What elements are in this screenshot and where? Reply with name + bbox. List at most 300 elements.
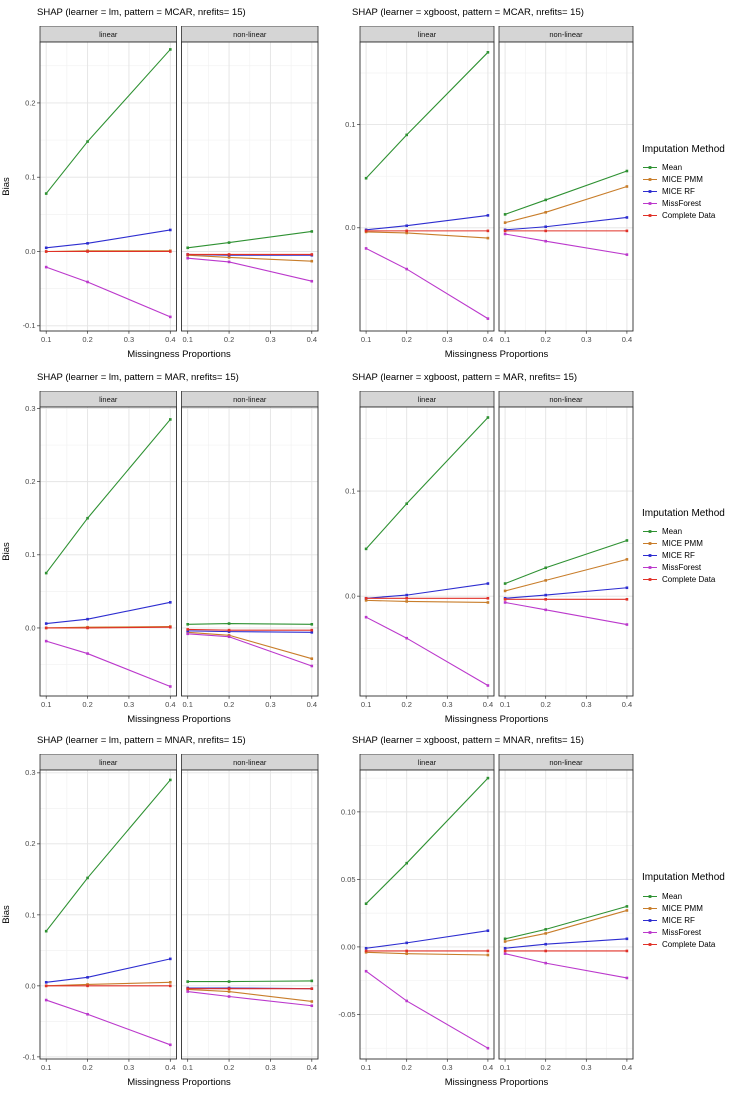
series-point-mean [487,51,490,54]
chart-title: SHAP (learner = xgboost, pattern = MCAR, nrefits= 15) [352,7,584,18]
series-point-mice-pmm [169,981,172,984]
x-tick-label: 0.1 [40,335,52,344]
y-tick-label: 0.1 [345,119,356,129]
series-point-mean [310,623,313,626]
y-tick-label: 0.00 [340,942,356,952]
legend-item-label: MissForest [662,199,702,208]
series-point-mice-pmm [310,260,313,263]
x-axis-title: Missingness Proportions [127,1077,231,1088]
series-point-mice-pmm [405,600,408,603]
series-point-complete-data [228,253,231,256]
series-point-mean [405,502,408,505]
series-point-mice-pmm [228,990,231,993]
x-tick-label: 0.3 [123,335,135,344]
series-point-missforest [310,1004,313,1007]
series-point-complete-data [544,950,547,953]
facet-strip-label: linear [417,758,437,767]
series-point-complete-data [487,230,490,233]
x-tick-label: 0.1 [499,335,511,344]
series-point-missforest [487,1047,490,1050]
series-point-complete-data [86,627,89,630]
chart-shap-learner-xgboost-pattern-mar-nrefits-15 [336,365,635,728]
series-point-mean [169,418,172,421]
y-tick-label: 0.1 [345,486,356,496]
series-point-mean [544,566,547,569]
x-tick-label: 0.4 [621,700,633,709]
x-axis-title: Missingness Proportions [127,714,231,725]
legend-item-complete-data [642,211,729,220]
series-point-mean [228,980,231,983]
legend-item-label: Complete Data [662,211,716,220]
series-point-missforest [544,962,547,965]
legend-item-mean [642,527,729,536]
facet-panel-linear [338,754,494,1072]
legend-item-label: Complete Data [662,939,716,949]
series-point-mice-pmm [504,221,507,224]
series-point-missforest [626,253,629,256]
y-tick-label: 0.3 [25,768,36,778]
legend-item-label: MICE PMM [662,539,703,548]
legend-item-missforest [642,928,729,937]
series-point-complete-data [504,598,507,601]
x-tick-label: 0.3 [123,1063,135,1072]
series-point-complete-data [45,985,48,988]
x-tick-label: 0.2 [223,700,235,709]
x-tick-label: 0.2 [540,335,551,344]
series-point-complete-data [487,950,490,953]
series-point-missforest [405,637,408,640]
series-point-complete-data [45,250,48,253]
y-axis-title: Bias [1,905,12,924]
series-point-mean [544,928,547,931]
series-point-mean [186,980,189,983]
series-point-missforest [544,609,547,612]
legend-key-missforest-icon [642,563,658,572]
series-point-complete-data [228,987,231,990]
series-point-mice-pmm [228,256,231,259]
chart-shap-learner-xgboost-pattern-mcar-nrefits-15 [336,0,635,365]
series-point-mean [487,777,490,780]
series-point-mice-rf [487,929,490,932]
series-point-mean [405,862,408,865]
series-point-mice-rf [86,976,89,979]
x-tick-label: 0.3 [265,335,276,344]
legend-item-label: MICE PMM [662,175,703,184]
facet-panel-linear [345,391,494,709]
series-point-complete-data [504,230,507,233]
y-tick-label: -0.1 [22,321,36,331]
chart-canvas [336,391,635,729]
x-tick-label: 0.3 [123,700,135,709]
series-point-missforest [405,268,408,271]
series-point-complete-data [169,626,172,629]
facet-panel-non-linear [182,754,319,1072]
series-point-mice-rf [405,594,408,597]
legend-key-mean-icon [642,527,658,536]
x-tick-label: 0.2 [223,1063,235,1072]
y-tick-label: 0.05 [340,874,356,884]
x-tick-label: 0.3 [442,1063,453,1072]
y-tick-label: 0.0 [345,223,356,233]
series-point-mean [228,241,231,244]
legend-item-complete-data [642,940,729,949]
series-point-mean [169,48,172,51]
series-point-mean [86,140,89,143]
series-point-mice-rf [365,947,368,950]
legend-item-mice-pmm [642,175,729,184]
series-point-complete-data [544,598,547,601]
legend-key-mice-pmm-icon [642,539,658,548]
series-point-complete-data [186,987,189,990]
legend-item-mean [642,892,729,901]
legend-key-mean-icon [642,163,658,172]
x-tick-label: 0.4 [621,335,633,344]
series-point-missforest [228,261,231,264]
series-point-mean [487,416,490,419]
series-point-complete-data [487,597,490,600]
series-point-missforest [169,685,172,688]
x-tick-label: 0.3 [581,335,592,344]
series-point-mice-pmm [504,590,507,593]
x-tick-label: 0.4 [621,1063,633,1072]
x-tick-label: 0.3 [265,1063,276,1072]
facet-strip-label: non-linear [233,30,267,39]
series-point-complete-data [186,628,189,631]
series-point-mice-rf [169,229,172,232]
series-point-complete-data [86,985,89,988]
y-tick-label: 0.0 [25,981,36,991]
series-point-mean [504,582,507,585]
legend-item-mice-pmm [642,904,729,913]
x-tick-label: 0.3 [581,1063,592,1072]
legend-key-complete-data-icon [642,940,658,949]
series-point-mice-rf [45,246,48,249]
y-tick-label: 0.1 [25,550,36,560]
series-point-mice-pmm [487,237,490,240]
legend-key-complete-data-icon [642,575,658,584]
series-point-missforest [365,247,368,250]
series-point-complete-data [169,985,172,988]
x-tick-label: 0.4 [306,700,318,709]
facet-strip-label: non-linear [549,758,583,767]
chart-shap-learner-xgboost-pattern-mnar-nrefits-15 [336,728,635,1094]
series-point-missforest [186,257,189,260]
x-tick-label: 0.2 [401,1063,412,1072]
y-tick-label: 0.0 [25,246,36,256]
series-point-missforest [228,635,231,638]
y-tick-label: 0.2 [25,477,36,487]
series-point-mean [626,539,629,542]
series-point-mice-rf [45,981,48,984]
x-tick-label: 0.1 [360,700,372,709]
legend-item-label: MICE RF [662,551,695,560]
facet-strip-label: non-linear [549,395,583,404]
series-point-mice-pmm [626,909,629,912]
series-point-mice-pmm [544,579,547,582]
series-point-mice-rf [45,622,48,625]
series-point-mean [365,177,368,180]
legend-item-label: MICE PMM [662,903,703,913]
series-point-mice-pmm [626,558,629,561]
x-tick-label: 0.4 [482,1063,494,1072]
series-point-missforest [228,995,231,998]
series-point-missforest [45,266,48,269]
x-tick-label: 0.1 [40,700,52,709]
legend-item-label: MissForest [662,563,702,572]
facet-strip-label: non-linear [549,30,583,39]
chart-canvas [0,391,336,729]
series-point-missforest [504,233,507,236]
facet-panel-linear [25,391,176,709]
series-point-mean [310,980,313,983]
series-point-mean [405,134,408,137]
series-point-complete-data [626,598,629,601]
series-point-missforest [487,317,490,320]
series-point-mice-rf [405,942,408,945]
series-point-mice-rf [544,943,547,946]
facet-panel-non-linear [182,391,319,709]
series-point-mice-rf [544,594,547,597]
chart-shap-learner-lm-pattern-mnar-nrefits-15 [0,728,336,1094]
series-point-complete-data [544,230,547,233]
legend [635,0,729,365]
series-point-mean [228,622,231,625]
series-point-mean [45,192,48,195]
series-point-mice-rf [169,958,172,961]
series-point-mice-pmm [544,211,547,214]
x-tick-label: 0.4 [165,700,176,709]
x-tick-label: 0.1 [360,1063,372,1072]
x-tick-label: 0.1 [40,1063,52,1072]
series-point-mean [504,938,507,941]
series-point-complete-data [626,950,629,953]
series-point-mice-rf [626,938,629,941]
legend-item-missforest [642,199,729,208]
chart-title: SHAP (learner = lm, pattern = MNAR, nrefits= 15) [37,735,246,746]
series-point-missforest [186,990,189,993]
chart-canvas [336,754,635,1092]
y-tick-label: 0.1 [25,172,36,182]
legend-item-missforest [642,563,729,572]
x-tick-label: 0.3 [581,700,592,709]
x-tick-label: 0.1 [182,700,193,709]
series-point-mean [626,170,629,173]
x-tick-label: 0.1 [182,335,193,344]
series-point-mice-pmm [626,185,629,188]
chart-title: SHAP (learner = lm, pattern = MAR, nrefits= 15) [37,372,239,383]
series-point-missforest [169,316,172,319]
x-tick-label: 0.2 [82,335,93,344]
x-tick-label: 0.4 [165,1063,176,1072]
series-point-complete-data [310,987,313,990]
series-point-mice-rf [487,582,490,585]
series-point-complete-data [310,253,313,256]
series-point-complete-data [186,253,189,256]
legend-key-mice-pmm-icon [642,904,658,913]
series-line-mean [188,624,312,625]
series-point-missforest [405,1000,408,1003]
series-point-mice-pmm [405,952,408,955]
series-point-mean [86,877,89,880]
x-tick-label: 0.2 [223,335,235,344]
legend-title: Imputation Method [642,872,725,883]
y-axis-title: Bias [1,542,12,561]
series-point-mice-rf [544,225,547,228]
series-point-complete-data [45,627,48,630]
facet-panel-linear [23,754,177,1072]
figure-row-2 [0,728,729,1094]
legend-item-label: Mean [662,163,683,172]
series-point-mice-pmm [310,657,313,660]
series-point-missforest [86,652,89,655]
chart-title: SHAP (learner = lm, pattern = MCAR, nrefits= 15) [37,7,246,18]
series-point-mean [504,213,507,216]
legend-item-label: Mean [662,891,683,901]
legend [635,365,729,728]
series-point-mice-pmm [487,954,490,957]
series-point-mice-rf [86,242,89,245]
chart-canvas [336,26,635,364]
series-point-missforest [169,1043,172,1046]
series-point-mice-rf [504,947,507,950]
series-point-missforest [45,999,48,1002]
x-tick-label: 0.1 [499,1063,511,1072]
series-point-missforest [626,977,629,980]
legend-item-label: Complete Data [662,575,716,584]
series-point-complete-data [169,250,172,253]
series-point-mice-rf [86,618,89,621]
series-point-missforest [45,640,48,643]
legend-item-label: MICE RF [662,915,695,925]
facet-panel-non-linear [499,26,633,344]
x-tick-label: 0.2 [401,335,412,344]
x-tick-label: 0.4 [306,1063,318,1072]
series-point-complete-data [626,230,629,233]
series-point-complete-data [365,230,368,233]
chart-shap-learner-lm-pattern-mcar-nrefits-15 [0,0,336,365]
series-point-mice-rf [626,216,629,219]
legend-key-complete-data-icon [642,211,658,220]
facet-panel-linear [23,26,177,344]
legend-item-label: Mean [662,527,683,536]
x-axis-title: Missingness Proportions [444,1077,549,1088]
legend-key-mice-rf-icon [642,551,658,560]
series-point-mean [310,230,313,233]
x-axis-title: Missingness Proportions [127,349,231,360]
figure-row-0 [0,0,729,365]
x-tick-label: 0.2 [540,700,551,709]
legend-item-mice-rf [642,187,729,196]
series-point-complete-data [228,629,231,632]
series-point-mice-rf [405,224,408,227]
legend [635,728,729,1094]
series-point-missforest [365,970,368,973]
series-point-mice-pmm [310,1000,313,1003]
x-tick-label: 0.1 [499,700,511,709]
x-tick-label: 0.4 [306,335,318,344]
series-point-mean [45,572,48,575]
series-point-missforest [186,633,189,636]
x-tick-label: 0.1 [182,1063,193,1072]
y-tick-label: -0.05 [338,1009,356,1019]
legend-item-complete-data [642,575,729,584]
legend-item-label: MissForest [662,927,702,937]
y-tick-label: 0.1 [25,910,36,920]
series-point-mice-rf [169,601,172,604]
y-tick-label: -0.1 [22,1052,36,1062]
legend-item-label: MICE RF [662,187,695,196]
series-point-complete-data [405,230,408,233]
x-tick-label: 0.3 [442,700,453,709]
series-point-mean [186,246,189,249]
facet-strip-label: linear [417,30,437,39]
series-point-complete-data [405,597,408,600]
legend-item-mice-rf [642,551,729,560]
x-tick-label: 0.2 [82,1063,93,1072]
series-point-mice-pmm [544,932,547,935]
x-tick-label: 0.4 [482,700,494,709]
series-point-missforest [310,665,313,668]
chart-title: SHAP (learner = xgboost, pattern = MAR, nrefits= 15) [352,372,578,383]
facet-panel-non-linear [182,26,319,344]
facet-strip-label: linear [99,30,118,39]
legend-key-mean-icon [642,892,658,901]
x-tick-label: 0.3 [265,700,276,709]
series-point-missforest [504,601,507,604]
series-point-mean [626,905,629,908]
series-point-mean [544,199,547,202]
series-point-missforest [626,623,629,626]
series-point-missforest [544,240,547,243]
series-point-missforest [86,1013,89,1016]
series-point-missforest [504,952,507,955]
series-point-mean [45,930,48,933]
y-tick-label: 0.10 [340,807,356,817]
legend-key-mice-rf-icon [642,187,658,196]
series-point-missforest [365,616,368,619]
series-point-complete-data [310,629,313,632]
figure-row-1 [0,365,729,728]
legend-item-mice-rf [642,916,729,925]
series-point-mice-rf [487,214,490,217]
x-tick-label: 0.3 [442,335,453,344]
series-point-complete-data [365,597,368,600]
y-tick-label: 0.0 [25,623,36,633]
facet-strip-label: non-linear [233,758,267,767]
legend-item-mice-pmm [642,539,729,548]
y-axis-title: Bias [1,177,12,196]
series-point-mice-rf [626,586,629,589]
series-point-mice-pmm [487,601,490,604]
legend-key-missforest-icon [642,928,658,937]
chart-shap-learner-lm-pattern-mar-nrefits-15 [0,365,336,728]
legend-key-mice-rf-icon [642,916,658,925]
facet-panel-linear [345,26,494,344]
legend-key-mice-pmm-icon [642,175,658,184]
series-point-mean [169,779,172,782]
x-axis-title: Missingness Proportions [444,714,549,725]
facet-panel-non-linear [499,754,633,1072]
facet-strip-label: linear [99,395,118,404]
x-tick-label: 0.2 [82,700,93,709]
x-axis-title: Missingness Proportions [444,349,549,360]
legend-title: Imputation Method [642,143,725,155]
series-point-mean [365,902,368,905]
y-tick-label: 0.2 [25,98,36,108]
facet-panel-non-linear [499,391,633,709]
x-tick-label: 0.4 [165,335,176,344]
facet-strip-label: linear [99,758,118,767]
